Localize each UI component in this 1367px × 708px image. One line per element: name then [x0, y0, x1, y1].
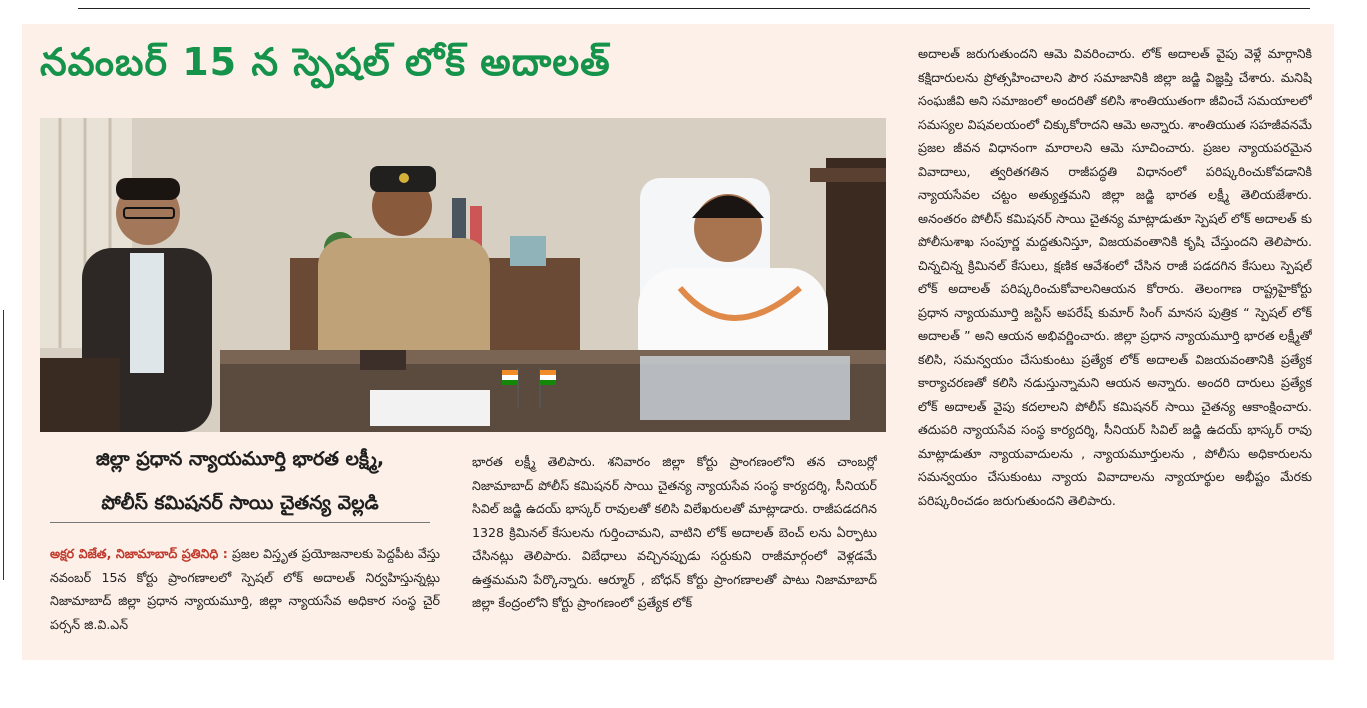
news-article — [22, 24, 1334, 660]
article-column-1 — [50, 542, 440, 636]
article-subheading-line2: పోలీస్ కమిషనర్ సాయి చైతన్య వెల్లడి — [50, 488, 430, 523]
left-margin-rule — [3, 310, 4, 580]
article-photo — [40, 118, 886, 432]
article-column-2: భారత లక్ష్మీ తెలిపారు. శనివారం జిల్లా కోర్టు ప్రాంగణంలోని తన చాంబర్లో నిజామాబాద్ పోలీస్ కమిషనర్ సాయి చైతన్య న్యాయసేవ సంస్థ కార్యదర్శి, సీనియర్ సివిల్ జడ్జి ఉదయ్ భాస్కర్ రావులతో కలిసి విలేఖరులతో మాట్లాడారు. రాజీపడదగిన 1328 క్రిమినల్ కేసులను గుర్తించామని, వాటిని లోక్ అదాలత్ బెంచ్ లను ఏర్పాటు చేసినట్లు తెలిపారు. విబేధాలు వచ్చినప్పుడు సర్దుకుని రాజీమార్గంలో వెళ్లడమే ఉత్తమమని పేర్కొన్నారు. ఆర్మూర్ , బోధన్ కోర్టు ప్రాంగణాలతో పాటు నిజామాబాద్ జిల్లా కేంద్రంలోని కోర్టు ప్రాంగణంలో ప్రత్యేక లోక్ — [472, 454, 877, 610]
top-rule — [78, 8, 1310, 9]
article-headline: నవంబర్ 15 న స్పెషల్ లోక్ అదాలత్ — [40, 40, 611, 84]
article-byline: అక్షర విజేత, నిజామాబాద్ ప్రతినిధి : — [50, 546, 228, 561]
article-column-1-text: ప్రజల విస్తృత ప్రయోజనాలకు పెద్దపీట వేస్తు నవంబర్ 15న కోర్టు ప్రాంగణాలలో స్పెషల్ లోక్ అదాలత్ నిర్వహిస్తున్నట్లు నిజామాబాద్ జిల్లా ప్రధాన న్యాయమూర్తి, జిల్లా న్యాయసేవ అధికార సంస్థ చైర్ పర్సన్ జి.వి.ఎన్ — [50, 546, 440, 632]
article-subheading-line1: జిల్లా ప్రధాన న్యాయమూర్తి భారత లక్ష్మీ, — [95, 448, 385, 470]
article-column-3: అదాలత్ జరుగుతుందని ఆమె వివరించారు. లోక్ అదాలత్ వైపు వెళ్లే మార్గానికి కక్షిదారులను ప్రోత్సహించాలని పౌర సమాజానికి జిల్లా జడ్జి విజ్ఞప్తి చేశారు. మనిషి సంఘజీవి అని సమాజంలో అందరితో కలిసి శాంతియుతంగా జీవించే సమయాలలో సమస్యల విషవలయంలో చిక్కుకోరాదని ఆమె అన్నారు. శాంతియుత సహజీవనమే ప్రజల జీవన విధానంగా మారాలని ఆమె సూచించారు. ప్రజల న్యాయపరమైన వివాదాలు, త్వరితగతిన రాజీపద్ధతి విధానంలో పరిష్కరించుకోవడానికి న్యాయసేవల చట్టం అత్యుత్తమని జిల్లా జడ్జి భారత లక్ష్మీ తెలియజేశారు. అనంతరం పోలీస్ కమిషనర్ సాయి చైతన్య మాట్లాడుతూ స్పెషల్ లోక్ అదాలత్ కు పోలీసుశాఖ సంపూర్ణ మద్దతునిస్తూ, విజయవంతానికి కృషి చేస్తుందని తెలిపారు. చిన్నచిన్న క్రిమినల్ కేసులు, క్షణిక ఆవేశంలో చేసిన రాజీ పడదగిన కేసులు స్పెషల్ లోక్ అదాలత్ పరిష్కరించుకోవాలనిఆయన కోరారు. తెలంగాణ రాష్ట్రహైకోర్టు ప్రధాన న్యాయమూర్తి జస్టిస్ అపరేష్ కుమార్ సింగ్ మానస పుత్రిక “ స్పెషల్ లోక్ అదాలత్ ” అని ఆయన అభివర్ణించారు. జిల్లా ప్రధాన న్యాయమూర్తి భారత లక్ష్మీతో కలిసి, సమన్వయం చేసుకుంటు ప్రత్యేక లోక్ అదాలత్ విజయవంతానికి ప్రత్యేక కార్యాచరణతో కలిసి నడుస్తున్నామని ఆయన అన్నారు. అందరి దారులు ప్రత్యేక లోక్ అదాలత్ వైపు కదలాలని పోలీస్ కమిషనర్ సాయి చైతన్య ఆకాంక్షించారు. తదుపరి న్యాయసేవ సంస్థ కార్యదర్శి, సీనియర్ సివిల్ జడ్జి ఉదయ్ భాస్కర్ రావు మాట్లాడుతూ న్యాయవాదులను , న్యాయమూర్తులను , పోలీసు అధికారులను సమన్వయం చేసుకుంటు న్యాయ వివాదాలను న్యాయార్థుల అభీష్టం మేరకు పరిష్కరించడం జరుగుతుందని తెలిపారు. — [918, 46, 1312, 508]
